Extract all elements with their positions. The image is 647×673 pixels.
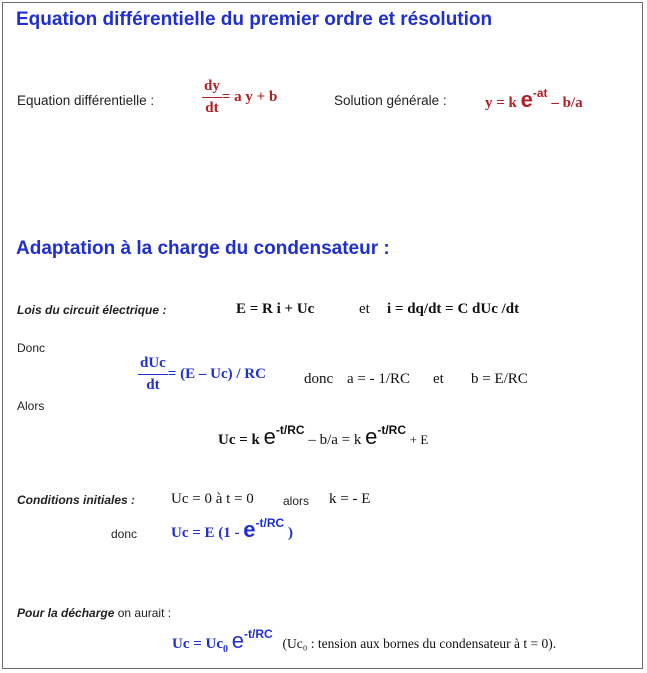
donc-label: Donc	[17, 341, 46, 355]
ci-equation: Uc = 0 à t = 0	[171, 491, 254, 507]
ci-donc: donc	[111, 527, 138, 541]
solution-label: Solution générale :	[334, 93, 447, 108]
solution-exponent: -at	[532, 86, 548, 100]
charge-differential-equation	[138, 355, 266, 394]
solution-post: – b/a	[551, 95, 583, 111]
eq-diff-numerator: dy	[202, 78, 222, 98]
alors-post: + E	[409, 432, 429, 447]
ci-result-post: )	[287, 525, 293, 541]
alors-pre: Uc = k	[218, 432, 260, 448]
decharge-note: (Uc₀ : tension aux bornes du condensateur à t = 0).	[282, 636, 557, 651]
eq-diff-formula	[202, 78, 277, 117]
decharge-pre: Uc = Uc	[172, 636, 224, 652]
alors-mid: – b/a = k	[308, 432, 362, 448]
charge-et: et	[433, 371, 444, 387]
charge-numerator: dUc	[138, 355, 168, 375]
eq-diff-rhs: = a y + b	[221, 88, 278, 105]
alors-label: Alors	[17, 399, 45, 413]
ci-k: k = - E	[329, 491, 371, 507]
charge-denominator: dt	[146, 377, 160, 393]
eq-diff-fraction	[202, 78, 222, 117]
decharge-label-italic: Pour la décharge	[17, 606, 115, 620]
decharge-exp-e: e	[231, 628, 245, 653]
decharge-sub: 0	[223, 644, 229, 655]
section-title-equation: Equation différentielle du premier ordre et résolution	[16, 9, 493, 30]
alors-exponent-1: -t/RC	[275, 423, 305, 437]
ci-result	[171, 516, 293, 543]
ci-result-exponent: -t/RC	[255, 516, 285, 530]
solution-formula	[485, 86, 583, 113]
ci-result-pre: Uc = E (1 -	[171, 525, 240, 541]
charge-fraction	[138, 355, 168, 394]
alors-exp-e-1: e	[263, 424, 276, 449]
eq-diff-denominator: dt	[205, 100, 219, 116]
ci-alors: alors	[283, 494, 310, 508]
lois-label: Lois du circuit électrique :	[17, 303, 167, 317]
charge-a: a = - 1/RC	[347, 371, 411, 387]
alors-exp-e-2: e	[365, 424, 378, 449]
eq-diff-label: Equation différentielle :	[17, 93, 155, 108]
lois-equation-2: i = dq/dt = C dUc /dt	[387, 301, 520, 317]
solution-pre: y = k	[485, 95, 517, 111]
charge-donc: donc	[304, 371, 334, 387]
ci-label: Conditions initiales :	[17, 493, 136, 507]
charge-b: b = E/RC	[471, 371, 528, 387]
charge-rhs: = (E – Uc) / RC	[167, 365, 266, 382]
lois-equation-1: E = R i + Uc	[236, 301, 315, 317]
decharge-label	[17, 606, 171, 620]
section-title-charge: Adaptation à la charge du condensateur :	[16, 238, 390, 259]
decharge-equation	[172, 627, 556, 655]
alors-equation	[218, 423, 428, 450]
solution-exp-e: e	[520, 87, 533, 112]
lois-et: et	[359, 301, 370, 317]
alors-exponent-2: -t/RC	[377, 423, 407, 437]
ci-result-exp-e: e	[243, 517, 256, 542]
decharge-label-rest: on aurait :	[117, 606, 172, 620]
decharge-exponent: -t/RC	[244, 627, 273, 641]
